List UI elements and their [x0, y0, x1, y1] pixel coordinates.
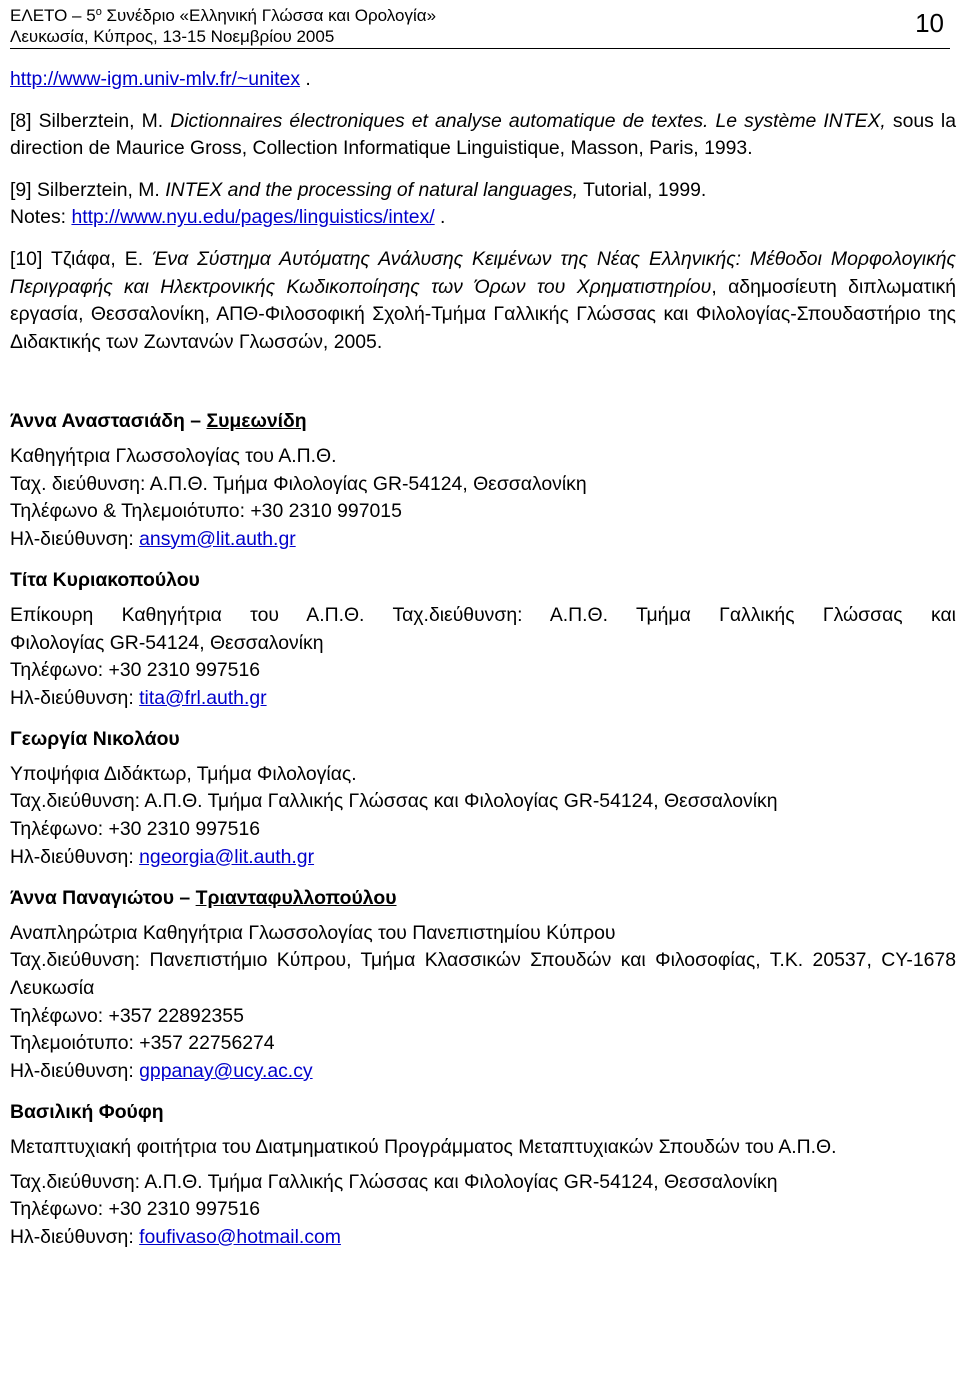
- author-position: Επίκουρη Καθηγήτρια του Α.Π.Θ. Ταχ.διεύθυνση: Α.Π.Θ. Τμήμα Γαλλικής Γλώσσας και: [10, 603, 956, 626]
- author-email-line: Ηλ-διεύθυνση: ngeorgia@lit.auth.gr: [10, 845, 315, 868]
- email-link[interactable]: ansym@lit.auth.gr: [139, 527, 296, 550]
- email-link[interactable]: ngeorgia@lit.auth.gr: [139, 845, 315, 868]
- author-email-line: Ηλ-διεύθυνση: gppanay@ucy.ac.cy: [10, 1059, 313, 1082]
- author-phone: Τηλέφωνο: +30 2310 997516: [10, 1198, 261, 1221]
- author-phone: Τηλέφωνο: +30 2310 997516: [10, 818, 261, 841]
- author-name: Άννα Παναγιώτου – Τριανταφυλλοπούλου: [10, 887, 397, 910]
- author-block-3: [10, 726, 956, 871]
- author-name: Τίτα Κυριακοπούλου: [10, 569, 200, 592]
- author-name: Άννα Αναστασιάδη – Συμεωνίδη: [10, 410, 307, 433]
- author-email-line: Ηλ-διεύθυνση: foufivaso@hotmail.com: [10, 1225, 341, 1248]
- header-conference-title: ΕΛΕΤΟ – $5^o$ Συνέδριο «Ελληνική Γλώσσα και Ορολογία»: [10, 6, 437, 25]
- email-link[interactable]: tita@frl.auth.gr: [139, 686, 267, 709]
- author-address: Ταχ.διεύθυνση: Α.Π.Θ. Τμήμα Γαλλικής Γλώσσας και Φιλολογίας GR-54124, Θεσσαλονίκη: [10, 790, 778, 813]
- author-block-1: [10, 408, 956, 553]
- author-position: Αναπληρώτρια Καθηγήτρια Γλωσσολογίας του Πανεπιστημίου Κύπρου: [10, 921, 616, 944]
- author-position: Καθηγήτρια Γλωσσολογίας του Α.Π.Θ.: [10, 444, 337, 467]
- author-phone: Τηλέφωνο & Τηλεμοιότυπο: +30 2310 997015: [10, 500, 402, 523]
- author-fax: Τηλεμοιότυπο: +357 22756274: [10, 1032, 275, 1055]
- author-email-line: Ηλ-διεύθυνση: ansym@lit.auth.gr: [10, 527, 296, 550]
- reference-10: [10] Τζιάφα, Ε. Ένα Σύστημα Αυτόματης Ανάλυσης Κειμένων της Νέας Ελληνικής: Μέθοδοι Μορφολογικής Περιγραφής και Ηλεκτρονικής Κωδικοποίησης των Όρων του Χρηματιστηρίου, αδημοσίευτη διπλωματική εργασία, Θεσσαλονίκη, ΑΠΘ-Φιλοσοφική Σχολή-Τμήμα Γαλλικής Γλώσσας και Φιλολογίας-Σπουδαστήριο της Διδακτικής των Ζωντανών Γλωσσών, 2005.: [10, 247, 956, 353]
- reference-7-url: http://www-igm.univ-mlv.fr/~unitex .: [10, 68, 311, 90]
- author-phone: Τηλέφωνο: +30 2310 997516: [10, 659, 261, 682]
- email-link[interactable]: foufivaso@hotmail.com: [139, 1225, 341, 1248]
- author-phone: Τηλέφωνο: +357 22892355: [10, 1004, 244, 1027]
- author-block-5: [10, 1099, 956, 1251]
- author-address: Φιλολογίας GR-54124, Θεσσαλονίκη: [10, 631, 324, 654]
- email-link[interactable]: gppanay@ucy.ac.cy: [139, 1059, 313, 1082]
- author-address: Ταχ.διεύθυνση: Α.Π.Θ. Τμήμα Γαλλικής Γλώσσας και Φιλολογίας GR-54124, Θεσσαλονίκη: [10, 1170, 778, 1193]
- running-header: [10, 4, 950, 49]
- author-position: Υποψήφια Διδάκτωρ, Τμήμα Φιλολογίας.: [10, 762, 357, 785]
- author-address: Ταχ.διεύθυνση: Πανεπιστήμιο Κύπρου, Τμήμα Κλασσικών Σπουδών και Φιλοσοφίας, Τ.Κ. 20537, CY-1678 Λευκωσία: [10, 949, 956, 1000]
- reference-9: [9] Silberztein, M. INTEX and the processing of natural languages, Tutorial, 1999. Notes: http://www.nyu.edu/pages/linguistics/intex/ .: [10, 178, 707, 229]
- author-block-2: [10, 567, 956, 712]
- header-location-date: Λευκωσία, Κύπρος, 13-15 Νοεμβρίου 2005: [10, 27, 335, 46]
- page-content: [10, 66, 956, 1251]
- author-name: Γεωργία Νικολάου: [10, 728, 180, 751]
- author-position: Μεταπτυχιακή φοιτήτρια του Διατμηματικού Προγράμματος Μεταπτυχιακών Σπουδών του Α.Π.Θ.: [10, 1136, 837, 1158]
- page-number: 10: [915, 8, 944, 38]
- author-email-line: Ηλ-διεύθυνση: tita@frl.auth.gr: [10, 686, 267, 709]
- author-name: Βασιλική Φούφη: [10, 1101, 164, 1124]
- author-address: Ταχ. διεύθυνση: Α.Π.Θ. Τμήμα Φιλολογίας GR-54124, Θεσσαλονίκη: [10, 472, 587, 495]
- reference-8: [8] Silberztein, M. Dictionnaires électroniques et analyse automatique de textes. Le système INTEX, sous la direction de Maurice Gross, Collection Informatique Linguistique, Masson, Paris, 1993.: [10, 109, 956, 160]
- unitex-link[interactable]: http://www-igm.univ-mlv.fr/~unitex: [10, 68, 301, 90]
- intex-notes-link[interactable]: http://www.nyu.edu/pages/linguistics/intex/: [71, 206, 435, 229]
- author-block-4: [10, 885, 956, 1085]
